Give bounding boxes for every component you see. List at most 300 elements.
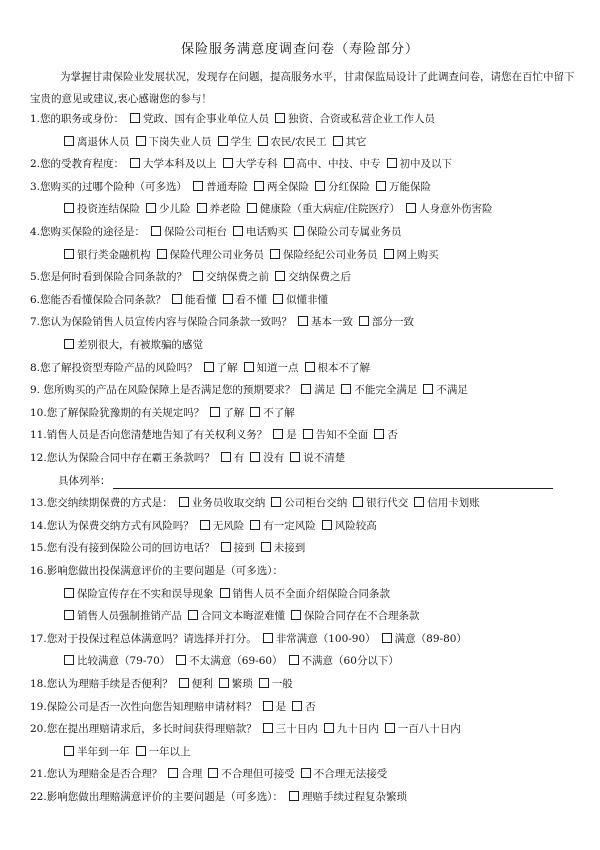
checkbox-icon[interactable] — [261, 542, 271, 552]
checkbox-option[interactable] — [258, 134, 327, 150]
checkbox-option[interactable] — [259, 676, 293, 692]
checkbox-icon[interactable] — [250, 520, 260, 530]
question-line — [58, 247, 439, 263]
option-label: 农民/农民工 — [270, 135, 327, 148]
option-label: 繁琐 — [231, 678, 253, 690]
checkbox-icon[interactable] — [250, 452, 260, 462]
checkbox-option[interactable] — [136, 134, 212, 150]
checkbox-option[interactable] — [221, 450, 245, 466]
checkbox-icon[interactable] — [303, 429, 313, 439]
option-label: 比较满意（79-70） — [77, 655, 171, 668]
option-label: 养老险 — [209, 203, 241, 216]
option-label: 其它 — [345, 135, 367, 148]
question-line — [30, 360, 370, 376]
question-text: 22.影响您做出理赔满意评价的主要问题是（可多选）： — [30, 791, 283, 803]
checkbox-icon[interactable] — [233, 226, 243, 236]
question-line — [30, 789, 407, 805]
checkbox-icon[interactable] — [291, 610, 301, 620]
checkbox-icon[interactable] — [221, 542, 231, 552]
checkbox-icon[interactable] — [289, 791, 299, 801]
option-label: 保险代理公司业务员 — [169, 248, 264, 261]
checkbox-icon[interactable] — [179, 678, 189, 688]
question-line — [30, 156, 452, 172]
option-label: 了解 — [216, 361, 238, 374]
option-label: 银行代交 — [366, 497, 409, 510]
option-label: 保险公司专属业务员 — [307, 226, 402, 238]
checkbox-icon[interactable] — [218, 136, 228, 146]
checkbox-option[interactable] — [208, 766, 295, 782]
checkbox-icon[interactable] — [197, 203, 207, 213]
question-text: 18.您认为理赔手续是否便利？ — [30, 678, 173, 690]
option-label: 分红保险 — [328, 180, 371, 193]
checkbox-icon[interactable] — [275, 113, 285, 123]
checkbox-icon[interactable] — [219, 678, 229, 688]
checkbox-option[interactable] — [64, 744, 130, 760]
checkbox-option[interactable] — [374, 427, 398, 443]
question-text: 3.您购买的过哪个险种（可多选） — [30, 180, 188, 193]
option-label: 公司柜台交纳 — [284, 497, 348, 510]
question-text: 15.您有没有接到保险公司的回访电话？ — [30, 542, 215, 555]
checkbox-icon[interactable] — [64, 610, 74, 620]
option-label: 部分一致 — [372, 316, 415, 329]
option-label: 大学本科及以上 — [143, 158, 217, 171]
question-line — [58, 744, 191, 760]
checkbox-option[interactable] — [254, 179, 309, 195]
checkbox-icon[interactable] — [423, 384, 433, 394]
checkbox-option[interactable] — [324, 721, 379, 737]
checkbox-option[interactable] — [130, 111, 269, 127]
checkbox-option[interactable] — [273, 292, 328, 308]
question-text: 具体列举： — [58, 474, 111, 487]
checkbox-icon[interactable] — [64, 588, 74, 598]
question-text: 5.您是何时看到保险合同条款的？ — [30, 271, 188, 284]
checkbox-icon[interactable] — [263, 723, 273, 733]
question-text: 11.销售人员是否向您清楚地告知了有关权利义务？ — [30, 429, 268, 442]
checkbox-icon[interactable] — [176, 655, 186, 665]
checkbox-option[interactable] — [270, 247, 378, 263]
checkbox-icon[interactable] — [294, 226, 304, 236]
checkbox-option[interactable] — [193, 179, 248, 195]
checkbox-icon[interactable] — [151, 226, 161, 236]
checkbox-icon[interactable] — [322, 520, 332, 530]
checkbox-option[interactable] — [64, 201, 140, 217]
checkbox-icon[interactable] — [136, 136, 146, 146]
checkbox-option[interactable] — [387, 156, 453, 172]
checkbox-option[interactable] — [290, 450, 345, 466]
option-label: 不太满意（69-60） — [189, 655, 283, 668]
option-label: 普通寿险 — [206, 180, 249, 193]
question-line — [30, 292, 328, 308]
checkbox-option[interactable] — [261, 540, 306, 556]
checkbox-option[interactable] — [305, 360, 371, 376]
checkbox-option[interactable] — [250, 450, 284, 466]
checkbox-option[interactable] — [64, 134, 130, 150]
question-line — [58, 608, 420, 624]
checkbox-option[interactable] — [197, 201, 242, 217]
question-line — [30, 495, 480, 511]
question-text: 16.影响您做出投保满意评价的主要问题是（可多选）： — [30, 565, 283, 577]
checkbox-icon[interactable] — [263, 633, 273, 643]
checkbox-option[interactable] — [233, 224, 288, 240]
option-label: 半年到一年 — [77, 745, 130, 758]
checkbox-option[interactable] — [64, 653, 170, 669]
checkbox-option[interactable] — [275, 111, 435, 127]
checkbox-option[interactable] — [263, 721, 318, 737]
checkbox-icon[interactable] — [301, 384, 311, 394]
checkbox-icon[interactable] — [146, 203, 156, 213]
option-label: 初中及以下 — [399, 158, 453, 171]
option-label: 高中、中技、中专 — [296, 158, 381, 171]
checkbox-option[interactable] — [188, 608, 285, 624]
question-text: 17.您对于投保过程总体满意吗？请选择并打分。 — [30, 632, 257, 645]
checkbox-option[interactable] — [250, 405, 295, 421]
checkbox-option[interactable] — [223, 156, 278, 172]
checkbox-option[interactable] — [179, 495, 266, 511]
checkbox-option[interactable] — [298, 314, 353, 330]
fill-in-blank-input[interactable] — [113, 476, 553, 489]
checkbox-icon[interactable] — [64, 339, 74, 349]
question-line — [30, 450, 345, 466]
checkbox-icon[interactable] — [221, 452, 231, 462]
option-label: 风险较高 — [334, 519, 377, 532]
checkbox-icon[interactable] — [359, 316, 369, 326]
checkbox-icon[interactable] — [263, 701, 273, 711]
checkbox-option[interactable] — [273, 427, 297, 443]
checkbox-icon[interactable] — [259, 678, 269, 688]
option-label: 一年以上 — [148, 745, 191, 758]
question-line — [58, 134, 367, 150]
checkbox-icon[interactable] — [64, 746, 74, 756]
checkbox-icon[interactable] — [223, 158, 233, 168]
checkbox-option[interactable] — [289, 653, 399, 669]
question-line — [30, 631, 467, 647]
checkbox-option[interactable] — [322, 518, 377, 534]
question-line — [58, 586, 390, 602]
option-label: 不满足 — [436, 384, 468, 397]
option-label: 没有 — [263, 452, 285, 464]
question-text: 20.您在提出理赔请求后，多长时间获得理赔款？ — [30, 723, 257, 736]
option-label: 投资连结保险 — [77, 203, 140, 216]
option-label: 接到 — [233, 542, 255, 555]
option-label: 告知不全面 — [315, 429, 369, 442]
checkbox-icon[interactable] — [305, 362, 315, 372]
checkbox-option[interactable] — [223, 292, 268, 308]
checkbox-icon[interactable] — [384, 249, 394, 259]
checkbox-option[interactable] — [263, 631, 376, 647]
checkbox-icon[interactable] — [130, 113, 140, 123]
checkbox-option[interactable] — [64, 608, 182, 624]
question-line — [30, 699, 316, 715]
question-line — [30, 269, 351, 285]
checkbox-option[interactable] — [221, 540, 255, 556]
checkbox-option[interactable] — [204, 360, 238, 376]
option-label: 不了解 — [263, 406, 295, 419]
checkbox-icon[interactable] — [64, 203, 74, 213]
question-line — [30, 382, 468, 398]
checkbox-icon[interactable] — [64, 655, 74, 665]
checkbox-icon[interactable] — [64, 249, 74, 259]
question-text: 12.您认为保险合同中存在霸王条款吗？ — [30, 452, 215, 464]
checkbox-option[interactable] — [136, 744, 191, 760]
option-label: 健康险（重大病症/住院医疗） — [260, 203, 401, 216]
option-label: 差别很大，有被欺骗的感觉 — [77, 339, 203, 351]
checkbox-icon[interactable] — [247, 203, 257, 213]
option-label: 能看懂 — [185, 293, 217, 306]
option-label: 看不懂 — [235, 293, 268, 306]
checkbox-option[interactable] — [247, 201, 400, 217]
checkbox-option[interactable] — [303, 427, 369, 443]
option-label: 保险公司柜台 — [164, 226, 228, 238]
checkbox-option[interactable] — [414, 495, 480, 511]
checkbox-icon[interactable] — [301, 768, 311, 778]
checkbox-option[interactable] — [275, 269, 351, 285]
checkbox-option[interactable] — [157, 247, 265, 263]
checkbox-icon[interactable] — [341, 384, 351, 394]
checkbox-option[interactable] — [376, 179, 431, 195]
option-label: 是 — [275, 700, 287, 713]
question-text: 6.您能否看懂保险合同条款？ — [30, 293, 167, 306]
option-label: 学生 — [230, 135, 252, 148]
option-label: 电话购买 — [246, 226, 289, 238]
option-label: 三十日内 — [275, 723, 318, 736]
checkbox-option[interactable] — [64, 586, 214, 602]
checkbox-icon[interactable] — [223, 294, 233, 304]
option-label: 交纳保费之前 — [206, 271, 270, 284]
intro-paragraph: 为掌握甘肃保险业发展状况，发现存在问题，提高服务水平，甘肃保监局设计了此调查问卷，请您在百忙中留下宝贵的意见或建议,衷心感谢您的参与！ — [30, 71, 575, 105]
checkbox-icon[interactable] — [324, 723, 334, 733]
question-text: 1.您的职务或身份： — [30, 113, 125, 125]
checkbox-icon[interactable] — [382, 633, 392, 643]
checkbox-option[interactable] — [172, 292, 217, 308]
checkbox-option[interactable] — [130, 156, 217, 172]
question-line — [30, 405, 295, 421]
option-label: 保险宣传存在不实和误导现象 — [77, 587, 214, 600]
question-text: 8.您了解投资型寿险产品的风险吗？ — [30, 361, 198, 374]
checkbox-icon[interactable] — [374, 429, 384, 439]
question-line — [58, 201, 493, 217]
checkbox-option[interactable] — [289, 789, 407, 805]
option-label: 便利 — [191, 678, 213, 690]
question-line — [30, 540, 305, 556]
checkbox-option[interactable] — [315, 179, 370, 195]
checkbox-icon[interactable] — [376, 181, 386, 191]
question-text: 9. 您所购买的产品在风险保障上是否满足您的预期要求？ — [30, 384, 296, 397]
checkbox-icon[interactable] — [385, 723, 395, 733]
option-label: 有 — [233, 452, 245, 464]
checkbox-option[interactable] — [271, 495, 347, 511]
checkbox-icon[interactable] — [290, 452, 300, 462]
question-line — [30, 676, 293, 692]
checkbox-option[interactable] — [220, 586, 391, 602]
option-label: 是 — [286, 429, 297, 442]
checkbox-option[interactable] — [291, 608, 420, 624]
option-label: 有一定风险 — [263, 519, 316, 532]
question-line — [30, 111, 435, 127]
option-label: 合同文本晦涩难懂 — [201, 610, 285, 623]
option-label: 银行类金融机构 — [77, 248, 151, 261]
checkbox-option[interactable] — [168, 766, 202, 782]
option-label: 无风险 — [212, 519, 245, 532]
checkbox-option[interactable] — [218, 134, 252, 150]
checkbox-option[interactable] — [423, 382, 468, 398]
checkbox-icon[interactable] — [193, 271, 203, 281]
option-label: 理赔手续过程复杂繁琐 — [301, 791, 407, 803]
question-line — [30, 766, 387, 782]
checkbox-option[interactable] — [200, 518, 245, 534]
option-label: 下岗失业人员 — [148, 135, 212, 148]
question-line — [58, 473, 553, 489]
question-text: 2.您的受教育程度： — [30, 158, 125, 171]
checkbox-option[interactable] — [219, 676, 253, 692]
checkbox-option[interactable] — [294, 224, 402, 240]
option-label: 不合理但可接受 — [221, 768, 295, 781]
checkbox-option[interactable] — [64, 337, 203, 353]
option-label: 党政、国有企事业单位人员 — [143, 113, 270, 125]
checkbox-icon[interactable] — [136, 746, 146, 756]
page-title: 保险服务满意度调查问卷（寿险部分） — [180, 42, 419, 57]
question-line — [58, 337, 203, 353]
checkbox-icon[interactable] — [244, 362, 254, 372]
question-text: 10.您了解保险犹豫期的有关规定吗？ — [30, 406, 205, 419]
checkbox-icon[interactable] — [200, 520, 210, 530]
checkbox-option[interactable] — [359, 314, 414, 330]
checkbox-icon[interactable] — [188, 610, 198, 620]
checkbox-icon[interactable] — [250, 407, 260, 417]
option-label: 少儿险 — [159, 203, 191, 216]
checkbox-option[interactable] — [64, 247, 151, 263]
option-label: 九十日内 — [336, 723, 379, 736]
question-text: 7.您认为保险销售人员宣传内容与保险合同条款一致吗？ — [30, 316, 293, 329]
checkbox-icon[interactable] — [289, 655, 299, 665]
checkbox-icon[interactable] — [298, 316, 308, 326]
option-label: 满足 — [314, 384, 336, 397]
checkbox-icon[interactable] — [157, 249, 167, 259]
checkbox-icon[interactable] — [273, 294, 283, 304]
option-label: 一般 — [271, 678, 293, 690]
checkbox-icon[interactable] — [275, 271, 285, 281]
checkbox-option[interactable] — [292, 699, 316, 715]
checkbox-icon[interactable] — [179, 497, 189, 507]
option-label: 否 — [305, 700, 316, 713]
checkbox-option[interactable] — [193, 269, 269, 285]
option-label: 大学专科 — [235, 158, 278, 171]
checkbox-icon[interactable] — [271, 497, 281, 507]
checkbox-icon[interactable] — [284, 158, 294, 168]
question-line — [58, 653, 399, 669]
option-label: 保险合同存在不合理条款 — [304, 610, 420, 623]
checkbox-option[interactable] — [176, 653, 282, 669]
checkbox-option[interactable] — [146, 201, 191, 217]
question-text: 21.您认为理赔金是否合理？ — [30, 768, 163, 781]
checkbox-icon[interactable] — [193, 181, 203, 191]
question-text: 14.您认为保费交纳方式有风险吗？ — [30, 519, 194, 532]
checkbox-icon[interactable] — [208, 768, 218, 778]
option-label: 非常满意（100-90） — [275, 632, 376, 645]
question-line — [30, 427, 398, 443]
option-label: 似懂非懂 — [286, 293, 329, 306]
option-label: 说不清楚 — [303, 452, 346, 464]
question-line — [30, 224, 402, 240]
checkbox-icon[interactable] — [406, 203, 416, 213]
checkbox-icon[interactable] — [130, 158, 140, 168]
option-label: 两全保险 — [267, 180, 310, 193]
checkbox-option[interactable] — [244, 360, 299, 376]
checkbox-icon[interactable] — [273, 429, 283, 439]
checkbox-option[interactable] — [210, 405, 244, 421]
checkbox-icon[interactable] — [220, 588, 230, 598]
checkbox-icon[interactable] — [204, 362, 214, 372]
checkbox-option[interactable] — [263, 699, 287, 715]
option-label: 知道一点 — [256, 361, 299, 374]
checkbox-icon[interactable] — [414, 497, 424, 507]
option-label: 信用卡划账 — [427, 497, 480, 510]
option-label: 否 — [387, 429, 398, 442]
option-label: 一百八十日内 — [397, 723, 461, 736]
checkbox-icon[interactable] — [168, 768, 178, 778]
checkbox-option[interactable] — [341, 382, 417, 398]
question-text: 19.保险公司是否一次性向您告知理赔申请材料？ — [30, 700, 257, 713]
question-line — [30, 518, 377, 534]
option-label: 未接到 — [273, 542, 306, 555]
checkbox-icon[interactable] — [292, 701, 302, 711]
checkbox-icon[interactable] — [353, 497, 363, 507]
checkbox-option[interactable] — [179, 676, 213, 692]
checkbox-icon[interactable] — [258, 136, 268, 146]
checkbox-option[interactable] — [151, 224, 227, 240]
question-line — [30, 314, 414, 330]
option-label: 离退休人员 — [77, 135, 130, 148]
checkbox-icon[interactable] — [64, 136, 74, 146]
option-label: 了解 — [223, 406, 245, 419]
option-label: 业务员收取交纳 — [191, 497, 266, 510]
option-label: 基本一致 — [311, 316, 354, 329]
option-label: 销售人员强制推销产品 — [77, 610, 182, 623]
option-label: 满意（89-80） — [394, 632, 467, 645]
checkbox-option[interactable] — [284, 156, 381, 172]
option-label: 交纳保费之后 — [288, 271, 352, 284]
checkbox-icon[interactable] — [254, 181, 264, 191]
question-text: 13.您交纳续期保费的方式是： — [30, 497, 173, 510]
checkbox-option[interactable] — [333, 134, 367, 150]
checkbox-option[interactable] — [406, 201, 493, 217]
option-label: 独资、合资或私营企业工作人员 — [288, 113, 436, 125]
checkbox-option[interactable] — [250, 518, 316, 534]
checkbox-option[interactable] — [301, 766, 388, 782]
checkbox-option[interactable] — [385, 721, 461, 737]
checkbox-option[interactable] — [353, 495, 408, 511]
checkbox-icon[interactable] — [387, 158, 397, 168]
option-label: 销售人员不全面介绍保险合同条款 — [232, 587, 390, 600]
option-label: 不合理无法接受 — [313, 768, 388, 781]
checkbox-icon[interactable] — [333, 136, 343, 146]
checkbox-icon[interactable] — [270, 249, 280, 259]
checkbox-icon[interactable] — [315, 181, 325, 191]
option-label: 合理 — [181, 768, 203, 781]
question-text: 4.您购买保险的途径是： — [30, 226, 146, 238]
option-label: 根本不了解 — [317, 361, 371, 374]
checkbox-icon[interactable] — [210, 407, 220, 417]
checkbox-option[interactable] — [384, 247, 439, 263]
question-line — [30, 179, 431, 195]
option-label: 保险经纪公司业务员 — [283, 248, 378, 261]
option-label: 网上购买 — [396, 248, 439, 261]
checkbox-option[interactable] — [301, 382, 335, 398]
checkbox-icon[interactable] — [172, 294, 182, 304]
checkbox-option[interactable] — [382, 631, 467, 647]
option-label: 不满意（60分以下） — [301, 655, 399, 668]
question-line — [30, 563, 283, 579]
option-label: 不能完全满足 — [354, 384, 418, 397]
